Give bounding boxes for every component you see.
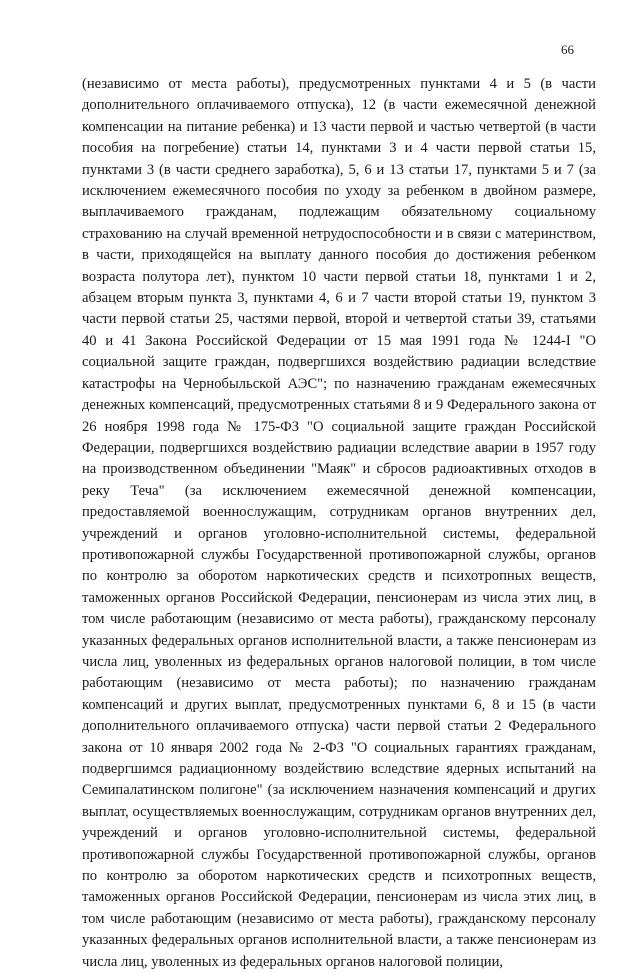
body-paragraph: (независимо от места работы), предусмотренных пунктами 4 и 5 (в части дополнительного оплачиваемого отпуска), 12 (в части ежемесячной денежной компенсации на питание ребенка) и 13 части первой и частью четвертой (в части пособия на погребение) статьи 14, пунктами 3 и 4 части первой статьи 15, пунктами 3 (в части среднего заработка), 5, 6 и 13 статьи 17, пунктами 5 и 7 (за исключением ежемесячного пособия по уходу за ребенком в двойном размере, выплачиваемого гражданам, подлежащим обязательному социальному страхованию на случай временной нетрудоспособности и в связи с материнством, в части, приходящейся на выплату данного пособия до достижения ребенком возраста полутора лет), пунктом 10 части первой статьи 18, пунктами 1 и 2, абзацем вторым пункта 3, пунктами 4, 6 и 7 части второй статьи 19, пунктом 3 части первой статьи 25, частями первой, второй и четвертой статьи 39, статьями 40 и 41 Закона Российской Федерации от 15 мая 1991 года № 1244-I "О социальной защите граждан, подвергшихся воздействию радиации вследствие катастрофы на Чернобыльской АЭС"; по назначению гражданам ежемесячных денежных компенсаций, предусмотренных статьями 8 и 9 Федерального закона от 26 ноября 1998 года № 175-ФЗ "О социальной защите граждан Российской Федерации, подвергшихся воздействию радиации вследствие аварии в 1957 году на производственном объединении "Маяк" и сбросов радиоактивных отходов в реку Теча" (за исключением ежемесячной денежной компенсации, предоставляемой военнослужащим, сотрудникам органов внутренних дел, учреждений и органов уголовно-исполнительной системы, федеральной противопожарной службы Государственной противопожарной службы, органов по контролю за оборотом наркотических средств и психотропных веществ, таможенных органов Российской Федерации, пенсионерам из числа этих лиц, в том числе работающим (независимо от места работы), гражданскому персоналу указанных федеральных органов исполнительной власти, а также пенсионерам из числа лиц, уволенных из федеральных органов налоговой полиции, в том числе работающим (независимо от места работы); по назначению гражданам компенсаций и других выплат, предусмотренных пунктами 6, 8 и 15 (в части дополнительного оплачиваемого отпуска) части первой статьи 2 Федерального закона от 10 января 2002 года № 2-ФЗ "О социальных гарантиях гражданам, подвергшимся радиационному воздействию вследствие ядерных испытаний на Семипалатинском полигоне" (за исключением назначения компенсаций и других выплат, осуществляемых военнослужащим, сотрудникам органов внутренних дел, учреждений и органов уголовно-исполнительной системы, федеральной противопожарной службы Государственной противопожарной службы, органов по контролю за оборотом наркотических средств и психотропных веществ, таможенных органов Российской Федерации, пенсионерам из числа этих лиц, в том числе работающим (независимо от места работы), гражданскому персоналу указанных федеральных органов исполнительной власти, а также пенсионерам из числа лиц, уволенных из федеральных органов налоговой полиции, [82,76,596,970]
page-number: 66 [561,42,574,57]
